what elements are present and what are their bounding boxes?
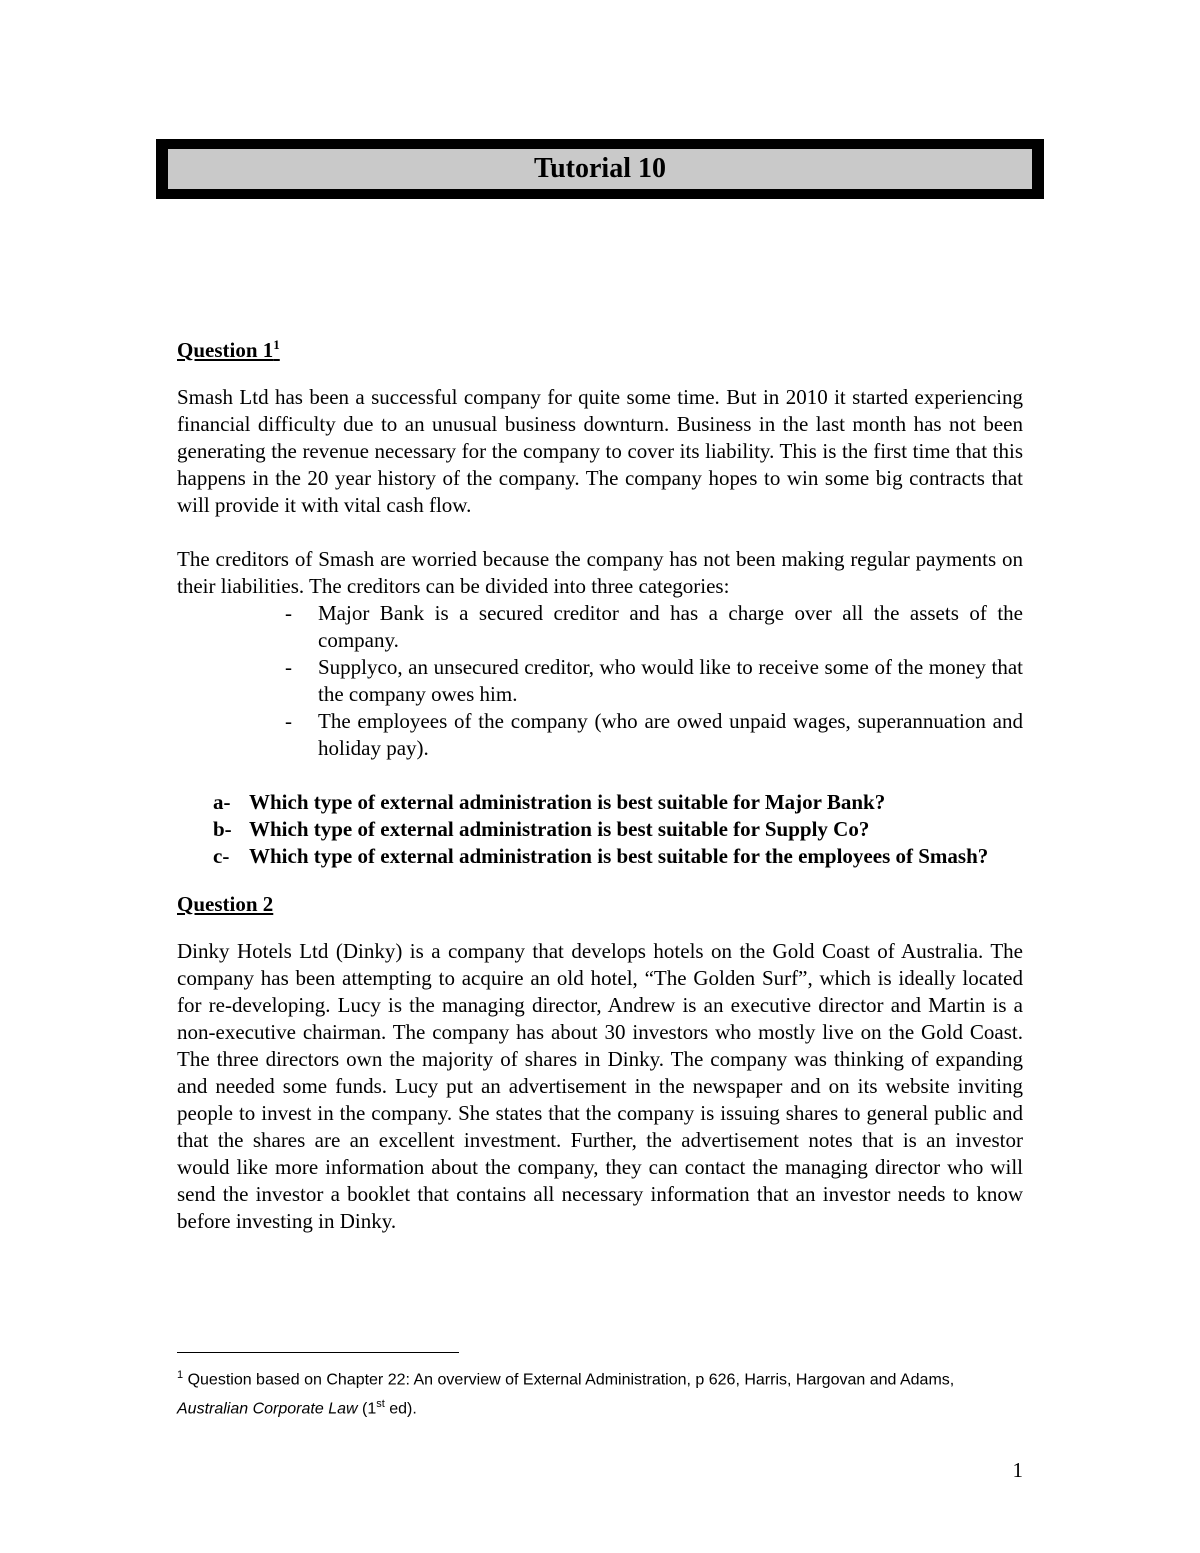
footnote-text: Question based on Chapter 22: An overview of External Administration, p 626, Harris, Hargovan and Adams, <box>183 1371 955 1389</box>
sub-question-text: Which type of external administration is best suitable for Major Bank? <box>249 790 886 814</box>
sub-question-text: Which type of external administration is best suitable for Supply Co? <box>249 817 870 841</box>
main-content <box>177 330 1023 1235</box>
list-marker: - <box>285 601 292 625</box>
footnote-book-title: Australian Corporate Law <box>177 1400 358 1418</box>
footnote-edition-close: ed). <box>384 1400 417 1418</box>
question-2-paragraph-1: Dinky Hotels Ltd (Dinky) is a company that develops hotels on the Gold Coast of Australia. The company has been attempting to acquire an old hotel, “The Golden Surf”, which is ideally located for re-developing. Lucy is the managing director, Andrew is an executive director and Martin is a non-executive chairman. The company has about 30 investors who mostly live on the Gold Coast. The three directors own the majority of shares in Dinky. The company was thinking of expanding and needed some funds. Lucy put an advertisement in the newspaper and on its website inviting people to invest in the company. She states that the company is issuing shares to general public and that the shares are an excellent investment. Further, the advertisement notes that is an investor would like more information about the company, they can contact the managing director who will send the investor a booklet that contains all necessary information that an investor needs to know before investing in Dinky. <box>177 939 1023 1233</box>
list-item <box>285 600 1023 654</box>
question-1-paragraph-1: Smash Ltd has been a successful company for quite some time. But in 2010 it started experiencing financial difficulty due to an unusual business downturn. Business in the last month has not been generating the revenue necessary for the company to cover its liability. This is the first time that this happens in the 20 year history of the company. The company hopes to win some big contracts that will provide it with vital cash flow. <box>177 385 1023 517</box>
question-2-heading: Question 2 <box>177 892 274 916</box>
sub-question-marker: b- <box>213 817 232 841</box>
sub-question-list <box>177 789 1023 870</box>
sub-question <box>213 789 1023 816</box>
list-marker: - <box>285 655 292 679</box>
page-number: 1 <box>1012 1458 1023 1482</box>
sub-question <box>213 816 1023 843</box>
sub-question-text: Which type of external administration is best suitable for the employees of Smash? <box>249 844 989 868</box>
question-1-heading-text: Question 1 <box>177 338 274 362</box>
creditor-list <box>177 600 1023 762</box>
question-1-heading <box>177 330 1023 370</box>
list-item-text: The employees of the company (who are owed unpaid wages, superannuation and holiday pay). <box>318 709 1023 760</box>
footnote <box>177 1363 1023 1422</box>
footnote-number: 1 <box>177 1369 184 1381</box>
list-item <box>285 708 1023 762</box>
footnote-divider <box>177 1352 459 1353</box>
list-item-text: Supplyco, an unsecured creditor, who would like to receive some of the money that the company owes him. <box>318 655 1023 706</box>
page-title: Tutorial 10 <box>168 149 1032 189</box>
list-marker: - <box>285 709 292 733</box>
sub-question-marker: a- <box>213 790 231 814</box>
footnote-edition-open: (1 <box>357 1400 377 1418</box>
footnote-edition-suffix: st <box>376 1398 385 1411</box>
sub-question <box>213 843 1023 870</box>
sub-question-marker: c- <box>213 844 230 868</box>
list-item <box>285 654 1023 708</box>
title-banner <box>156 139 1044 199</box>
question-1-paragraph-2: The creditors of Smash are worried because the company has not been making regular payments on their liabilities. The creditors can be divided into three categories: <box>177 547 1023 598</box>
footnote-reference: 1 <box>273 337 280 352</box>
list-item-text: Major Bank is a secured creditor and has a charge over all the assets of the company. <box>318 601 1023 652</box>
